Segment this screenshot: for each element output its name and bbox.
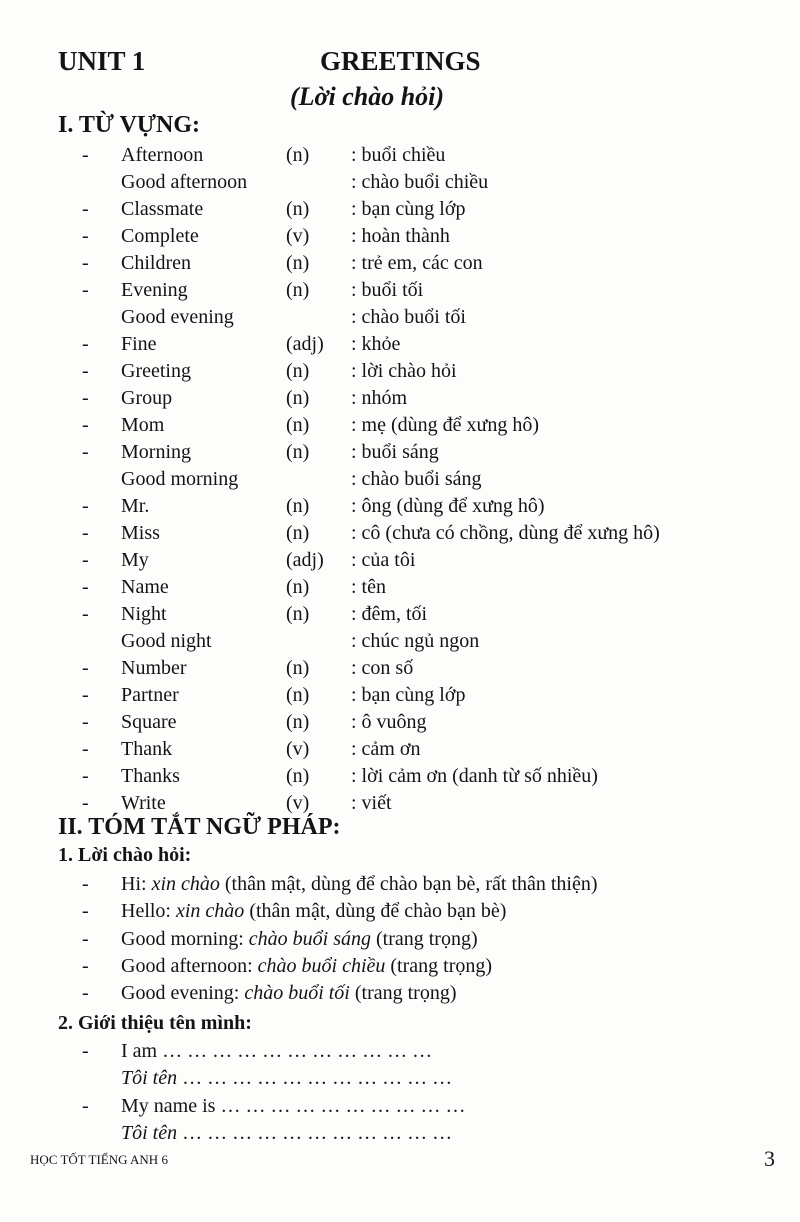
part-of-speech: (n)	[286, 522, 310, 544]
grammar-note: … … … … … … … … … … …	[182, 1121, 453, 1144]
vocab-row	[0, 250, 800, 277]
grammar-row	[0, 926, 800, 953]
vocab-word: Fine	[121, 333, 157, 355]
greetings-heading: 1. Lời chào hỏi:	[58, 844, 192, 866]
bullet-dash: -	[82, 765, 89, 787]
grammar-row	[0, 898, 800, 925]
vocab-word: Morning	[121, 441, 191, 463]
bullet-dash: -	[82, 982, 89, 1005]
vocab-row	[0, 466, 800, 493]
vocab-word: Night	[121, 603, 167, 625]
vocab-meaning: : viết	[351, 792, 392, 814]
vocab-row	[0, 628, 800, 655]
grammar-italic: Tôi tên	[121, 1067, 183, 1090]
vocab-meaning: : buổi tối	[351, 279, 424, 301]
vocab-word: Name	[121, 576, 169, 598]
part-of-speech: (n)	[286, 144, 310, 166]
vocab-row	[0, 520, 800, 547]
book-footer: HỌC TỐT TIẾNG ANH 6	[30, 1152, 168, 1167]
part-of-speech: (adj)	[286, 549, 324, 571]
vocab-meaning: : hoàn thành	[351, 225, 450, 247]
vocab-meaning: : chúc ngủ ngon	[351, 630, 480, 652]
bullet-dash: -	[82, 927, 89, 950]
vocab-row	[0, 277, 800, 304]
grammar-row	[0, 1093, 800, 1120]
grammar-term: Good morning:	[121, 927, 249, 950]
vocab-word: Good evening	[121, 306, 234, 328]
vocab-row	[0, 709, 800, 736]
bullet-dash: -	[82, 873, 89, 895]
grammar-italic: Tôi tên	[121, 1121, 183, 1144]
bullet-dash: -	[82, 900, 89, 923]
vocab-word: Good afternoon	[121, 171, 248, 193]
grammar-heading: II. TÓM TẮT NGỮ PHÁP:	[58, 814, 341, 840]
grammar-note: (trang trọng)	[371, 927, 478, 950]
vocab-row	[0, 574, 800, 601]
vocab-meaning: : trẻ em, các con	[351, 252, 483, 274]
part-of-speech: (n)	[286, 252, 310, 274]
vocab-meaning: : buổi sáng	[351, 441, 439, 463]
vocab-word: Greeting	[121, 360, 191, 382]
vocab-word: Good night	[121, 630, 212, 652]
page-title: GREETINGS	[320, 46, 481, 76]
grammar-italic: chào buổi sáng	[248, 927, 371, 950]
part-of-speech: (n)	[286, 684, 310, 706]
vocab-word: Group	[121, 387, 173, 409]
grammar-italic: chào buổi tối	[244, 982, 350, 1005]
part-of-speech: (n)	[286, 387, 310, 409]
vocab-meaning: : chào buổi chiều	[351, 171, 489, 193]
vocab-word: Good morning	[121, 468, 239, 490]
intro-list	[0, 1038, 800, 1147]
vocab-word: Partner	[121, 684, 179, 706]
vocab-meaning: : bạn cùng lớp	[351, 198, 466, 220]
intro-heading: 2. Giới thiệu tên mình:	[58, 1012, 252, 1034]
vocab-meaning: : tên	[351, 576, 386, 598]
part-of-speech: (n)	[286, 198, 310, 220]
unit-label: UNIT 1	[58, 46, 146, 76]
part-of-speech: (adj)	[286, 333, 324, 355]
vocab-meaning: : lời chào hỏi	[351, 360, 457, 382]
part-of-speech: (n)	[286, 279, 310, 301]
part-of-speech: (v)	[286, 738, 310, 760]
grammar-note: … … … … … … … … … …	[220, 1094, 466, 1117]
bullet-dash: -	[82, 333, 89, 355]
part-of-speech: (n)	[286, 711, 310, 733]
vocab-row	[0, 547, 800, 574]
grammar-row	[0, 980, 800, 1007]
vocab-row	[0, 331, 800, 358]
vocab-row	[0, 196, 800, 223]
grammar-row	[0, 1120, 800, 1147]
grammar-row	[0, 953, 800, 980]
grammar-text	[121, 980, 457, 1007]
part-of-speech: (n)	[286, 441, 310, 463]
bullet-dash: -	[82, 1094, 89, 1117]
bullet-dash: -	[82, 711, 89, 733]
vocab-meaning: : đêm, tối	[351, 603, 428, 625]
grammar-row	[0, 1038, 800, 1065]
part-of-speech: (n)	[286, 603, 310, 625]
bullet-dash: -	[82, 549, 89, 571]
vocab-row	[0, 736, 800, 763]
vocab-meaning: : cảm ơn	[351, 738, 421, 760]
part-of-speech: (n)	[286, 657, 310, 679]
grammar-term: Good evening:	[121, 982, 245, 1005]
vocab-list	[0, 142, 800, 817]
grammar-term: Hi:	[121, 873, 152, 895]
part-of-speech: (v)	[286, 225, 310, 247]
bullet-dash: -	[82, 198, 89, 220]
grammar-text	[121, 1120, 452, 1147]
vocab-meaning: : mẹ (dùng để xưng hô)	[351, 414, 540, 436]
vocab-row	[0, 763, 800, 790]
part-of-speech: (n)	[286, 360, 310, 382]
vocab-meaning: : của tôi	[351, 549, 416, 571]
bullet-dash: -	[82, 1040, 89, 1062]
vocab-word: Square	[121, 711, 177, 733]
vocab-row	[0, 682, 800, 709]
vocab-row	[0, 655, 800, 682]
grammar-text	[121, 898, 506, 925]
grammar-note: (trang trọng)	[385, 954, 493, 977]
vocab-word: Evening	[121, 279, 188, 301]
bullet-dash: -	[82, 414, 89, 436]
part-of-speech: (n)	[286, 414, 310, 436]
vocab-heading: I. TỪ VỰNG:	[58, 112, 201, 138]
vocab-word: Children	[121, 252, 191, 274]
bullet-dash: -	[82, 279, 89, 301]
vocab-word: Mr.	[121, 495, 150, 517]
bullet-dash: -	[82, 684, 89, 706]
grammar-text	[121, 926, 478, 953]
vocab-meaning: : chào buổi tối	[351, 306, 466, 328]
grammar-italic: xin chào	[151, 873, 220, 895]
grammar-text	[121, 1093, 465, 1120]
grammar-note: (thân mật, dùng để chào bạn bè)	[244, 900, 507, 923]
bullet-dash: -	[82, 144, 89, 166]
bullet-dash: -	[82, 576, 89, 598]
vocab-word: Write	[121, 792, 166, 814]
grammar-italic: chào buổi chiều	[257, 954, 386, 977]
grammar-row	[0, 871, 800, 898]
bullet-dash: -	[82, 225, 89, 247]
vocab-word: Mom	[121, 414, 165, 436]
vocab-word: Classmate	[121, 198, 204, 220]
vocab-row	[0, 304, 800, 331]
page-subtitle: (Lời chào hỏi)	[290, 82, 445, 111]
vocab-meaning: : buổi chiều	[351, 144, 446, 166]
page-number: 3	[764, 1146, 775, 1171]
bullet-dash: -	[82, 954, 89, 977]
bullet-dash: -	[82, 495, 89, 517]
vocab-meaning: : lời cảm ơn (danh từ số nhiều)	[351, 765, 598, 787]
vocab-meaning: : chào buổi sáng	[351, 468, 482, 490]
vocab-word: My	[121, 549, 149, 571]
vocab-meaning: : khỏe	[351, 333, 401, 355]
part-of-speech: (n)	[286, 765, 310, 787]
vocab-word: Thanks	[121, 765, 180, 787]
part-of-speech: (n)	[286, 495, 310, 517]
grammar-term: My name is	[121, 1094, 221, 1117]
vocab-row	[0, 601, 800, 628]
vocab-meaning: : ô vuông	[351, 711, 427, 733]
grammar-text	[121, 1065, 452, 1092]
vocab-word: Thank	[121, 738, 173, 760]
vocab-meaning: : con số	[351, 657, 414, 679]
bullet-dash: -	[82, 522, 89, 544]
grammar-note: … … … … … … … … … … …	[182, 1067, 453, 1090]
bullet-dash: -	[82, 441, 89, 463]
vocab-row	[0, 493, 800, 520]
vocab-word: Number	[121, 657, 187, 679]
vocab-row	[0, 439, 800, 466]
vocab-word: Miss	[121, 522, 160, 544]
vocab-row	[0, 412, 800, 439]
grammar-note: (trang trọng)	[349, 982, 457, 1005]
vocab-row	[0, 223, 800, 250]
grammar-text	[121, 1038, 432, 1065]
grammar-row	[0, 1065, 800, 1092]
bullet-dash: -	[82, 360, 89, 382]
grammar-text	[121, 953, 492, 980]
vocab-row	[0, 790, 800, 817]
vocab-word: Complete	[121, 225, 199, 247]
grammar-text	[121, 871, 598, 898]
vocab-word: Afternoon	[121, 144, 204, 166]
bullet-dash: -	[82, 252, 89, 274]
vocab-row	[0, 385, 800, 412]
grammar-term: I am	[121, 1040, 163, 1062]
vocab-meaning: : cô (chưa có chồng, dùng để xưng hô)	[351, 522, 660, 544]
vocab-meaning: : nhóm	[351, 387, 408, 409]
grammar-note: … … … … … … … … … … …	[162, 1040, 433, 1062]
grammar-term: Good afternoon:	[121, 954, 258, 977]
bullet-dash: -	[82, 603, 89, 625]
grammar-term: Hello:	[121, 900, 176, 923]
bullet-dash: -	[82, 657, 89, 679]
part-of-speech: (v)	[286, 792, 310, 814]
bullet-dash: -	[82, 738, 89, 760]
vocab-row	[0, 358, 800, 385]
bullet-dash: -	[82, 387, 89, 409]
vocab-row	[0, 142, 800, 169]
greetings-list	[0, 871, 800, 1007]
grammar-italic: xin chào	[176, 900, 245, 923]
bullet-dash: -	[82, 792, 89, 814]
vocab-row	[0, 169, 800, 196]
vocab-meaning: : ông (dùng để xưng hô)	[351, 495, 545, 517]
vocab-meaning: : bạn cùng lớp	[351, 684, 466, 706]
grammar-note: (thân mật, dùng để chào bạn bè, rất thân thiện)	[219, 873, 598, 895]
part-of-speech: (n)	[286, 576, 310, 598]
